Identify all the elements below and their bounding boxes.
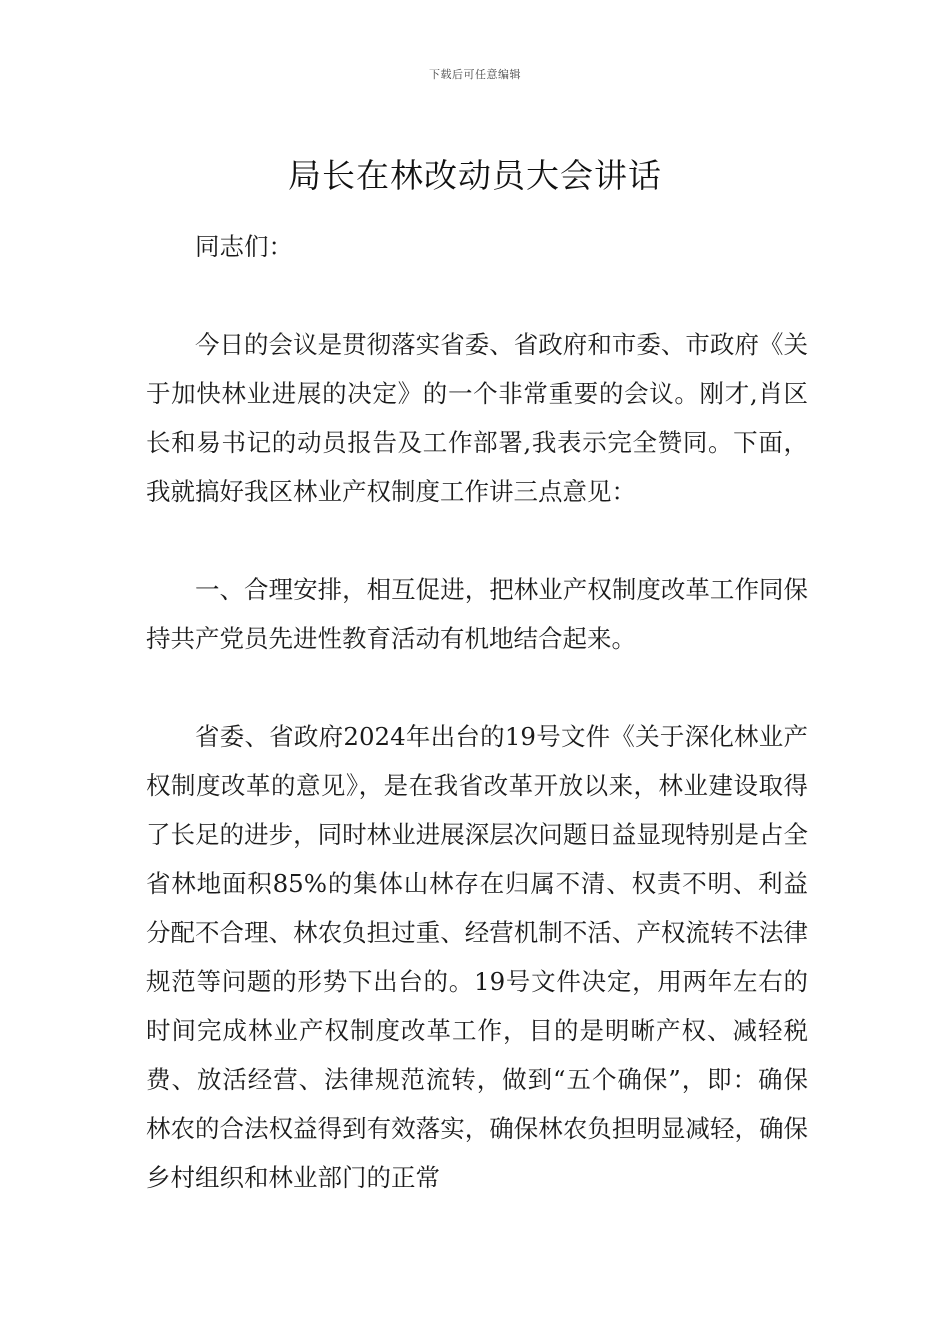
intro-paragraph: 今日的会议是贯彻落实省委、省政府和市委、市政府《关于加快林业进展的决定》的一个非常重要的会议。刚才,肖区长和易书记的动员报告及工作部署,我表示完全赞同。下面，我就搞好我区林业产权制度工作讲三点意见： [146,330,808,506]
page-header-note: 下载后可任意编辑 [429,68,521,81]
section-one-body-paragraph: 省委、省政府2024年出台的19号文件《关于深化林业产权制度改革的意见》，是在我省改革开放以来，林业建设取得了长足的进步，同时林业进展深层次问题日益显现特别是占全省林地面积85%的集体山林存在归属不清、权责不明、利益分配不合理、林农负担过重、经营机制不活、产权流转不法律规范等问题的形势下出台的。19号文件决定，用两年左右的时间完成林业产权制度改革工作，目的是明晰产权、减轻税费、放活经营、法律规范流转，做到“五个确保”，即：确保林农的合法权益得到有效落实，确保林农负担明显减轻，确保乡村组织和林业部门的正常 [146,722,808,1192]
document-title: 局长在林改动员大会讲话 [288,156,662,196]
greeting-paragraph: 同志们： [195,232,293,261]
section-one-heading: 一、合理安排，相互促进，把林业产权制度改革工作同保持共产党员先进性教育活动有机地结合起来。 [146,575,808,653]
document-body [146,222,808,1251]
